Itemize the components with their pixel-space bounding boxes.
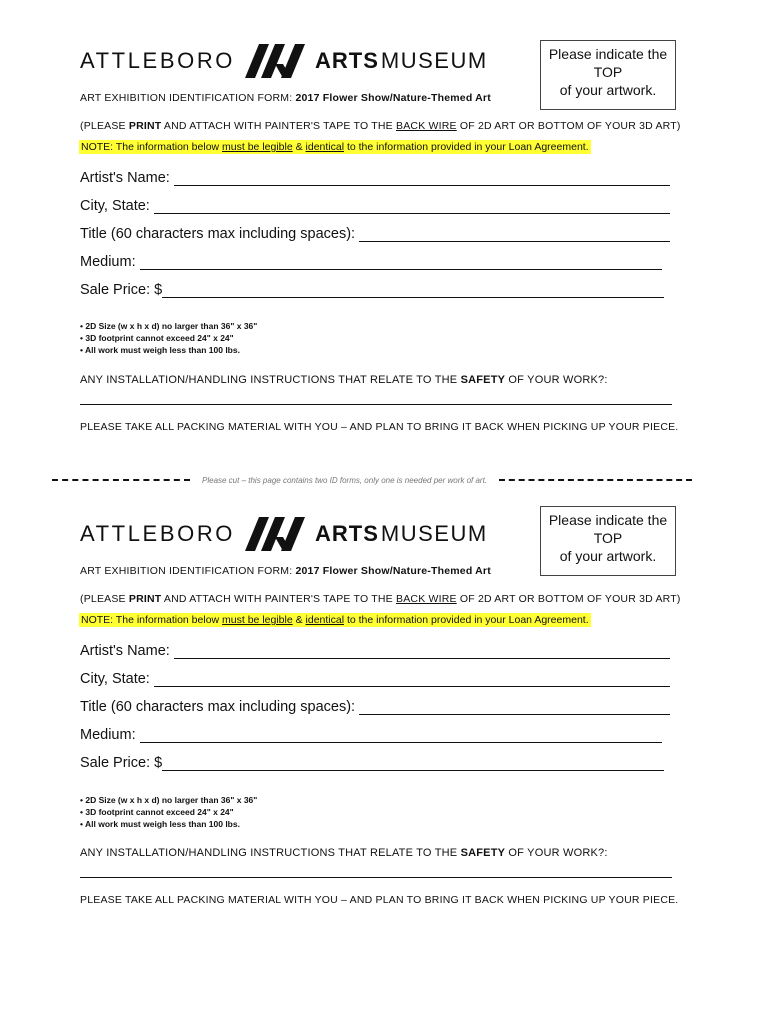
museum-logo bbox=[80, 40, 488, 82]
list-item: • 2D Size (w x h x d) no larger than 36" x 36" bbox=[80, 795, 258, 805]
field-label: Title (60 characters max including spaces): bbox=[80, 226, 356, 242]
top-box-line: TOP bbox=[593, 64, 623, 80]
fill-line[interactable] bbox=[140, 728, 662, 743]
logo-arts: ARTS bbox=[315, 48, 379, 73]
packing-note: PLEASE TAKE ALL PACKING MATERIAL WITH YOU – AND PLAN TO BRING IT BACK WHEN PICKING UP YOUR PIECE. bbox=[80, 421, 679, 433]
sale-price-field[interactable] bbox=[80, 755, 664, 771]
legibility-note: NOTE: The information below must be legible & identical to the information provided in your Loan Agreement. bbox=[81, 141, 589, 153]
artist-name-field[interactable] bbox=[80, 170, 670, 186]
fill-line[interactable] bbox=[154, 672, 670, 687]
field-label: City, State: bbox=[80, 671, 150, 687]
title-field[interactable] bbox=[80, 699, 670, 715]
fill-line[interactable] bbox=[162, 756, 664, 771]
field-label: Medium: bbox=[80, 254, 136, 270]
medium-field[interactable] bbox=[80, 254, 662, 270]
list-item: • 2D Size (w x h x d) no larger than 36" x 36" bbox=[80, 321, 258, 331]
top-indicator-box bbox=[540, 40, 676, 110]
logo-attleboro: ATTLEBORO bbox=[80, 521, 236, 546]
logo-arts: ARTS bbox=[315, 521, 379, 546]
field-label: Artist's Name: bbox=[80, 170, 170, 186]
artist-name-field[interactable] bbox=[80, 643, 670, 659]
fill-line[interactable] bbox=[162, 283, 664, 298]
cut-dash bbox=[499, 479, 692, 481]
fill-line[interactable] bbox=[154, 199, 670, 214]
field-label: Artist's Name: bbox=[80, 643, 170, 659]
size-requirements-list bbox=[80, 320, 257, 356]
list-item: • 3D footprint cannot exceed 24" x 24" bbox=[80, 807, 234, 817]
list-item: • All work must weigh less than 100 lbs. bbox=[80, 345, 240, 355]
installation-instructions-label: ANY INSTALLATION/HANDLING INSTRUCTIONS THAT RELATE TO THE SAFETY OF YOUR WORK?: bbox=[80, 374, 608, 386]
top-indicator-box bbox=[540, 506, 676, 576]
form-title: ART EXHIBITION IDENTIFICATION FORM: 2017 Flower Show/Nature-Themed Art bbox=[80, 92, 491, 104]
logo-attleboro: ATTLEBORO bbox=[80, 48, 236, 73]
museum-mark-icon bbox=[245, 515, 307, 553]
size-requirements-list bbox=[80, 794, 257, 830]
fill-line[interactable] bbox=[140, 255, 662, 270]
top-box-line: of your artwork. bbox=[559, 548, 657, 564]
field-label: Sale Price: $ bbox=[80, 282, 163, 298]
list-item: • 3D footprint cannot exceed 24" x 24" bbox=[80, 333, 234, 343]
top-box-line: Please indicate the bbox=[548, 512, 668, 528]
cut-instruction: Please cut – this page contains two ID forms, only one is needed per work of art. bbox=[202, 475, 488, 485]
print-instructions: (PLEASE PRINT AND ATTACH WITH PAINTER'S TAPE TO THE BACK WIRE OF 2D ART OR BOTTOM OF YOUR 3D ART) bbox=[80, 593, 681, 605]
fill-line[interactable] bbox=[174, 644, 670, 659]
print-instructions: (PLEASE PRINT AND ATTACH WITH PAINTER'S TAPE TO THE BACK WIRE OF 2D ART OR BOTTOM OF YOUR 3D ART) bbox=[80, 120, 681, 132]
top-box-line: Please indicate the bbox=[548, 46, 668, 62]
sale-price-field[interactable] bbox=[80, 282, 664, 298]
list-item: • All work must weigh less than 100 lbs. bbox=[80, 819, 240, 829]
field-label: City, State: bbox=[80, 198, 150, 214]
top-box-line: TOP bbox=[593, 530, 623, 546]
fill-line[interactable] bbox=[359, 227, 670, 242]
legibility-note: NOTE: The information below must be legible & identical to the information provided in your Loan Agreement. bbox=[81, 614, 589, 626]
logo-museum: MUSEUM bbox=[380, 521, 488, 546]
museum-mark-icon bbox=[245, 42, 307, 80]
city-state-field[interactable] bbox=[80, 198, 670, 214]
top-box-line: of your artwork. bbox=[559, 82, 657, 98]
museum-logo bbox=[80, 513, 488, 555]
instructions-fill-line[interactable] bbox=[80, 877, 672, 878]
field-label: Title (60 characters max including spaces): bbox=[80, 699, 356, 715]
title-field[interactable] bbox=[80, 226, 670, 242]
form-title: ART EXHIBITION IDENTIFICATION FORM: 2017 Flower Show/Nature-Themed Art bbox=[80, 565, 491, 577]
logo-museum: MUSEUM bbox=[380, 48, 488, 73]
packing-note: PLEASE TAKE ALL PACKING MATERIAL WITH YOU – AND PLAN TO BRING IT BACK WHEN PICKING UP YOUR PIECE. bbox=[80, 894, 679, 906]
instructions-fill-line[interactable] bbox=[80, 404, 672, 405]
field-label: Medium: bbox=[80, 727, 136, 743]
fill-line[interactable] bbox=[174, 171, 670, 186]
fill-line[interactable] bbox=[359, 700, 670, 715]
field-label: Sale Price: $ bbox=[80, 755, 163, 771]
cut-line bbox=[52, 472, 692, 488]
cut-dash bbox=[52, 479, 190, 481]
medium-field[interactable] bbox=[80, 727, 662, 743]
installation-instructions-label: ANY INSTALLATION/HANDLING INSTRUCTIONS THAT RELATE TO THE SAFETY OF YOUR WORK?: bbox=[80, 847, 608, 859]
city-state-field[interactable] bbox=[80, 671, 670, 687]
